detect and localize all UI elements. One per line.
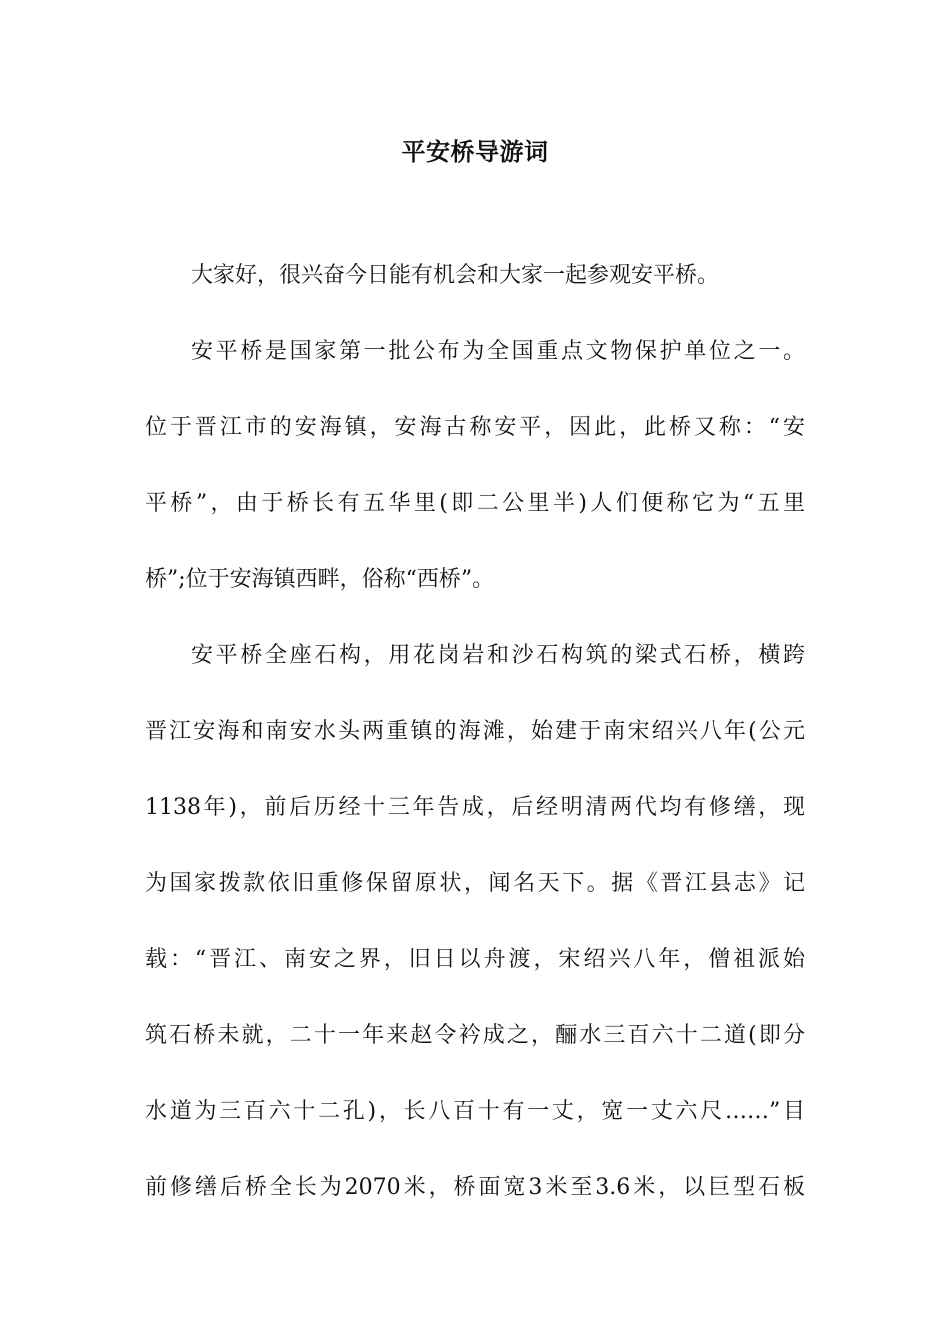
paragraph-3 xyxy=(145,637,805,1207)
text-line: 晋江安海和南安水头两重镇的海滩，始建于南宋绍兴八年(公元 xyxy=(145,719,805,744)
text-line: 平桥”，由于桥长有五华里(即二公里半)人们便称它为“五里 xyxy=(145,491,805,516)
text-line: 筑石桥未就，二十一年来赵令衿成之，酾水三百六十二道(即分 xyxy=(145,1023,805,1048)
text-line: 大家好，很兴奋今日能有机会和大家一起参观安平桥。 xyxy=(191,263,720,288)
text-line: 位于晋江市的安海镇，安海古称安平，因此，此桥又称：“安 xyxy=(145,415,805,440)
text-line: 载：“晋江、南安之界，旧日以舟渡，宋绍兴八年，僧祖派始 xyxy=(145,947,805,972)
text-line: 1138年)，前后历经十三年告成，后经明清两代均有修缮，现 xyxy=(145,795,805,820)
document-body xyxy=(145,257,805,1207)
text-line: 水道为三百六十二孔)，长八百十有一丈，宽一丈六尺……”目 xyxy=(145,1099,805,1124)
paragraph-1 xyxy=(145,257,805,295)
text-line: 为国家拨款依旧重修保留原状，闻名天下。据《晋江县志》记 xyxy=(145,871,805,896)
text-line: 前修缮后桥全长为2070米，桥面宽3米至3.6米，以巨型石板 xyxy=(145,1175,805,1200)
text-line: 桥”;位于安海镇西畔，俗称“西桥”。 xyxy=(145,567,495,592)
paragraph-2 xyxy=(145,333,805,599)
text-line: 安平桥是国家第一批公布为全国重点文物保护单位之一。 xyxy=(191,339,805,364)
text-line: 安平桥全座石构，用花岗岩和沙石构筑的梁式石桥，横跨 xyxy=(191,643,805,668)
document-title: 平安桥导游词 xyxy=(401,137,549,166)
